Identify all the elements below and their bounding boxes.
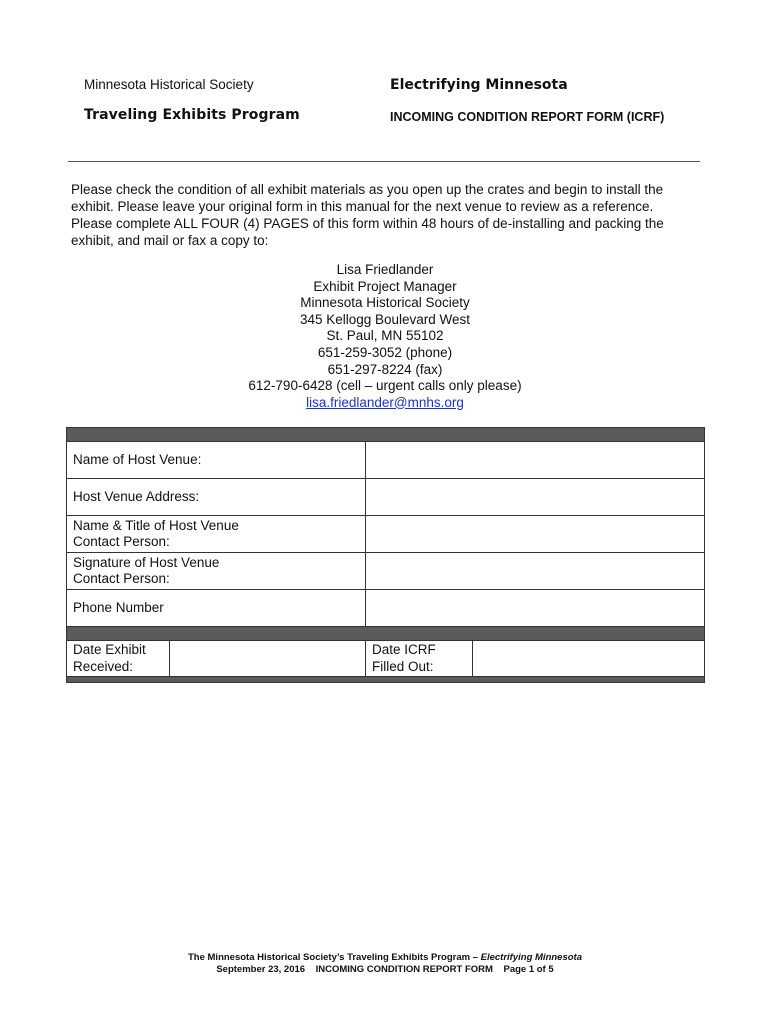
form-header-bar xyxy=(67,428,705,442)
dates-row xyxy=(67,641,705,677)
contact-name-title-row xyxy=(67,516,705,553)
date-filled-label: Date ICRF Filled Out: xyxy=(366,641,473,677)
date-received-field[interactable] xyxy=(170,641,366,677)
program-name: Traveling Exhibits Program xyxy=(84,107,300,123)
signature-field[interactable] xyxy=(366,553,705,590)
footer-line-2: September 23, 2016 INCOMING CONDITION REPORT FORM Page 1 of 5 xyxy=(216,964,554,975)
page-footer xyxy=(0,952,770,976)
host-venue-address-row xyxy=(67,479,705,516)
contact-name-title-field[interactable] xyxy=(366,516,705,553)
contact-org: Minnesota Historical Society xyxy=(300,295,470,311)
contact-email-link[interactable]: lisa.friedlander@mnhs.org xyxy=(306,394,464,410)
contact-cell: 612-790-6428 (cell – urgent calls only please) xyxy=(248,378,522,394)
signature-label: Signature of Host Venue Contact Person: xyxy=(67,553,366,590)
contact-fax: 651-297-8224 (fax) xyxy=(327,361,443,377)
contact-name: Lisa Friedlander xyxy=(336,262,434,277)
exhibit-title: Electrifying Minnesota xyxy=(390,77,568,93)
contact-city: St. Paul, MN 55102 xyxy=(326,328,444,344)
signature-row xyxy=(67,553,705,590)
host-venue-address-label: Host Venue Address: xyxy=(67,479,366,516)
phone-row xyxy=(67,590,705,627)
contact-street: 345 Kellogg Boulevard West xyxy=(299,311,471,327)
contact-phone: 651-259-3052 (phone) xyxy=(317,344,453,360)
date-filled-field[interactable] xyxy=(473,641,705,677)
footer-exhibit-name: Electrifying Minnesota xyxy=(480,952,582,963)
date-received-label: Date Exhibit Received: xyxy=(67,641,170,677)
host-venue-address-field[interactable] xyxy=(366,479,705,516)
host-venue-name-field[interactable] xyxy=(366,442,705,479)
phone-label: Phone Number xyxy=(67,590,366,627)
intro-paragraph: Please check the condition of all exhibit materials as you open up the crates and begin to install the exhibit. Please leave your original form in this manual for the next venue to review as a reference. Please complete ALL FOUR (4) PAGES of this form within 48 hours of de-installing and packing the exhibit, and mail or fax a copy to: xyxy=(71,182,664,248)
phone-field[interactable] xyxy=(366,590,705,627)
contact-name-title-label: Name & Title of Host Venue Contact Person: xyxy=(67,516,366,553)
host-venue-name-row xyxy=(67,442,705,479)
header-divider xyxy=(68,161,700,162)
contact-title: Exhibit Project Manager xyxy=(313,278,457,294)
org-name: Minnesota Historical Society xyxy=(84,77,254,92)
host-venue-form xyxy=(66,427,705,683)
footer-line-1: The Minnesota Historical Society’s Traveling Exhibits Program – Electrifying Minnesota xyxy=(187,952,582,963)
form-middle-bar xyxy=(67,627,705,641)
host-venue-name-label: Name of Host Venue: xyxy=(67,442,366,479)
contact-address-block xyxy=(0,262,770,411)
form-title: INCOMING CONDITION REPORT FORM (ICRF) xyxy=(390,110,665,124)
form-bottom-bar xyxy=(67,677,705,683)
